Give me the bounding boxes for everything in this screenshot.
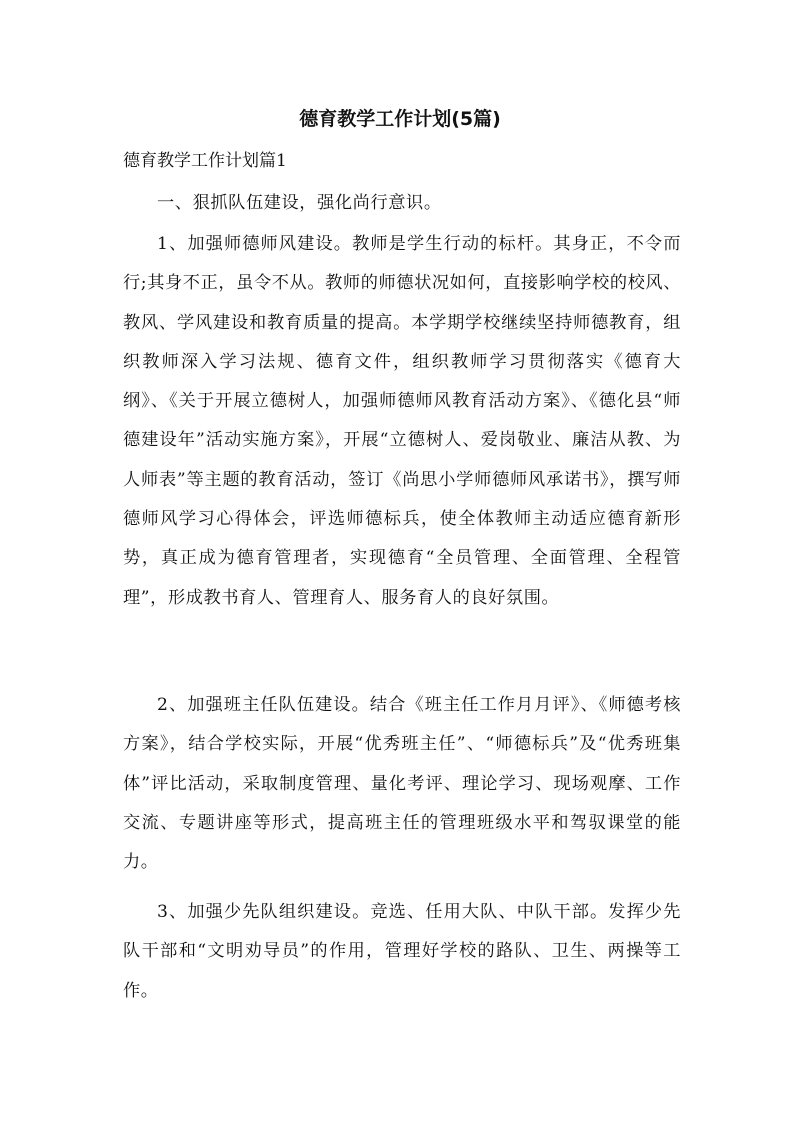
document-title: 德育教学工作计划(5篇): [299, 108, 501, 130]
paragraph-young-pioneers: 3、加强少先队组织建设。竞选、任用大队、中队干部。发挥少先队干部和“文明劝导员”的作用，管理好学校的路队、卫生、两操等工作。: [123, 902, 681, 1001]
paragraph-team-building: 一、狠抓队伍建设，强化尚行意识。: [157, 193, 442, 213]
paragraph-teacher-ethics: 1、加强师德师风建设。教师是学生行动的标杆。其身正，不令而行;其身不正，虽令不从。教师的师德状况如何，直接影响学校的校风、教风、学风建设和教育质量的提高。本学期学校继续坚持师德教育，组织教师深入学习法规、德育文件，组织教师学习贯彻落实《德育大纲》、《关于开展立德树人，加强师德师风教育活动方案》、《德化县“师德建设年”活动实施方案》，开展“立德树人、爱岗敬业、廉洁从教、为人师表”等主题的教育活动，签订《尚思小学师德师风承诺书》，撰写师德师风学习心得体会，评选师德标兵，使全体教师主动适应德育新形势，真正成为德育管理者，实现德育“全员管理、全面管理、全程管理”，形成教书育人、管理育人、服务育人的良好氛围。: [123, 234, 681, 608]
paragraph-class-teacher: 2、加强班主任队伍建设。结合《班主任工作月月评》、《师德考核方案》，结合学校实际，开展“优秀班主任”、“师德标兵”及“优秀班集体”评比活动，采取制度管理、量化考评、理论学习、现场观摩、工作交流、专题讲座等形式，提高班主任的管理班级水平和驾驭课堂的能力。: [123, 695, 681, 873]
section-heading: 德育教学工作计划篇1: [123, 151, 287, 171]
